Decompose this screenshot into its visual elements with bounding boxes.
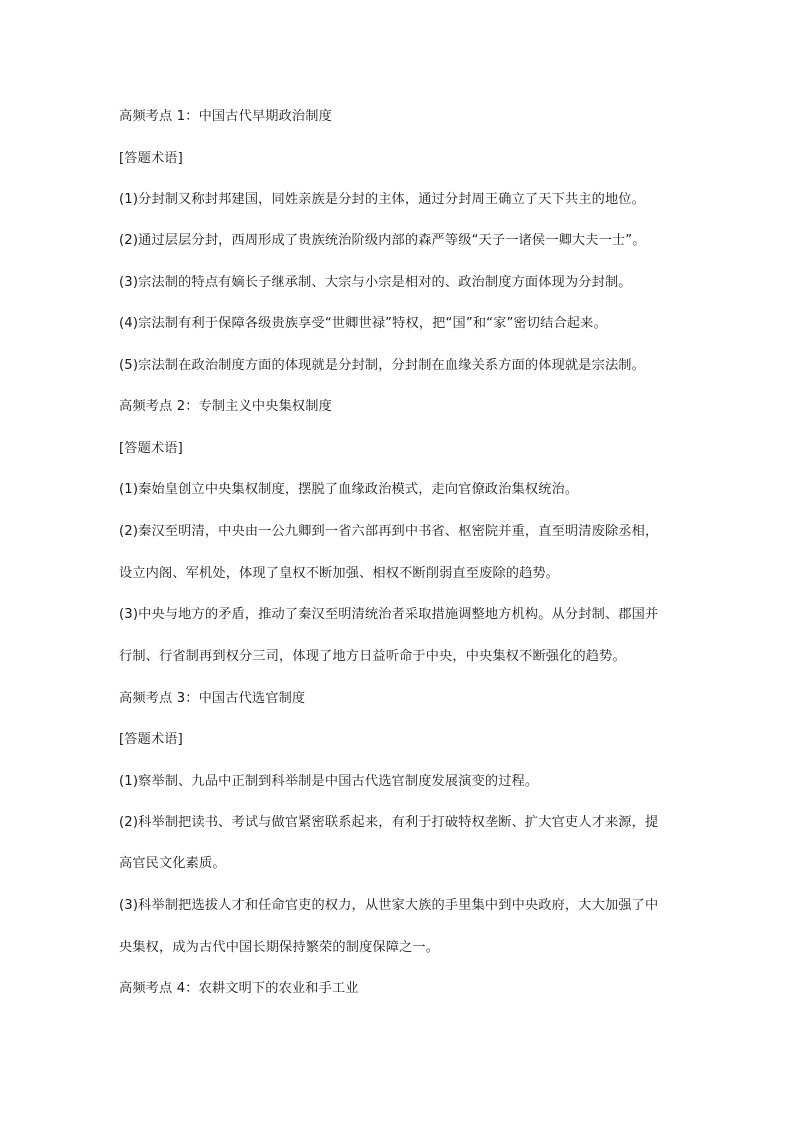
- paragraph: (3)科举制把选拔人才和任命官吏的权力，从世家大族的手里集中到中央政府，大大加强了中: [119, 898, 659, 913]
- paragraph: (2)通过层层分封，西周形成了贵族统治阶级内部的森严等级“天子一诸侯一卿大夫一士”。: [119, 233, 646, 248]
- paragraph-continued: 设立内阁、军机处，体现了皇权不断加强、相权不断削弱直至废除的趋势。: [119, 566, 560, 581]
- answer-terms-label: [答题术语]: [119, 732, 183, 747]
- paragraph: (2)秦汉至明清，中央由一公九卿到一省六部再到中书省、枢密院并重，直至明清废除丞相，: [119, 524, 659, 539]
- answer-terms-label: [答题术语]: [119, 151, 183, 166]
- paragraph: (1)秦始皇创立中央集权制度，摆脱了血缘政治模式，走向官僚政治集权统治。: [119, 482, 579, 497]
- paragraph: (2)科举制把读书、考试与做官紧密联系起来，有利于打破特权垄断、扩大官吏人才来源，提: [119, 815, 659, 830]
- paragraph-continued: 行制、行省制再到权分三司，体现了地方日益听命于中央，中央集权不断强化的趋势。: [119, 649, 626, 664]
- section-heading-1: 高频考点 1：中国古代早期政治制度: [119, 109, 332, 124]
- paragraph: (1)察举制、九品中正制到科举制是中国古代选官制度发展演变的过程。: [119, 774, 539, 789]
- paragraph: (3)宗法制的特点有嫡长子继承制、大宗与小宗是相对的、政治制度方面体现为分封制。: [119, 275, 632, 290]
- paragraph: (5)宗法制在政治制度方面的体现就是分封制，分封制在血缘关系方面的体现就是宗法制。: [119, 358, 645, 373]
- paragraph-continued: 央集权，成为古代中国长期保持繁荣的制度保障之一。: [119, 940, 440, 955]
- paragraph: (1)分封制又称封邦建国，同姓亲族是分封的主体，通过分封周王确立了天下共主的地位。: [119, 192, 645, 207]
- section-heading-3: 高频考点 3：中国古代选官制度: [119, 691, 306, 706]
- paragraph: (4)宗法制有利于保障各级贵族享受“世卿世禄”特权，把“国”和“家”密切结合起来。: [119, 316, 607, 331]
- section-heading-4: 高频考点 4：农耕文明下的农业和手工业: [119, 981, 359, 996]
- section-heading-2: 高频考点 2：专制主义中央集权制度: [119, 399, 332, 414]
- answer-terms-label: [答题术语]: [119, 441, 183, 456]
- paragraph: (3)中央与地方的矛盾，推动了秦汉至明清统治者采取措施调整地方机构。从分封制、郡国并: [119, 607, 659, 622]
- paragraph-continued: 高官民文化素质。: [119, 856, 226, 871]
